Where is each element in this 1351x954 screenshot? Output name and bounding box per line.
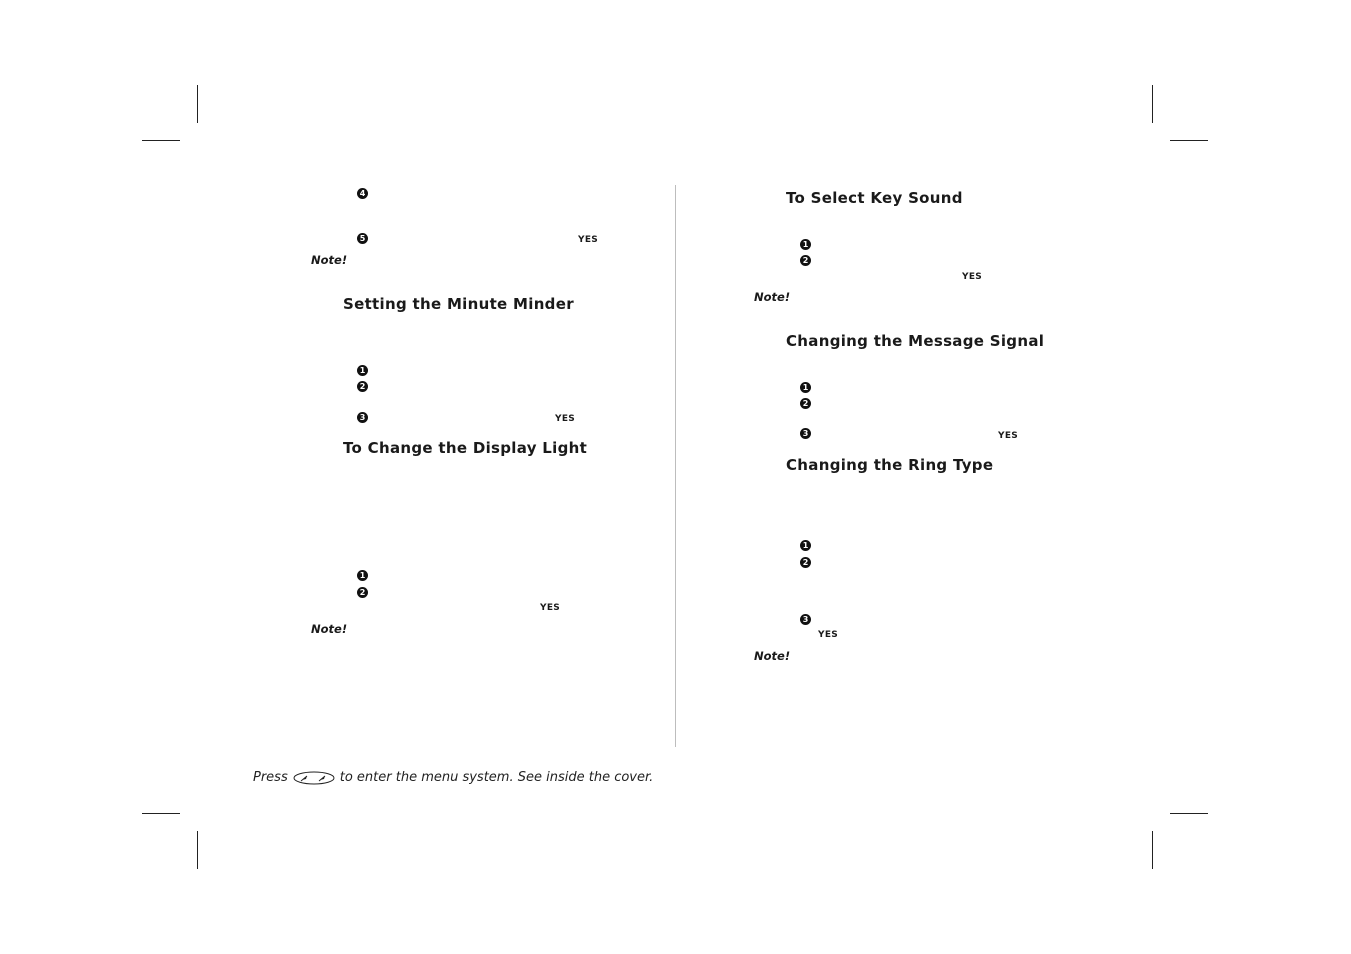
crop-mark-top-left-h xyxy=(142,140,180,141)
crop-mark-bottom-left-h xyxy=(142,813,180,814)
step-number-2: 2 xyxy=(800,255,811,266)
step-number-2: 2 xyxy=(357,587,368,598)
page-divider xyxy=(675,185,676,747)
step-number-3: 3 xyxy=(800,428,811,439)
step-number-1: 1 xyxy=(357,365,368,376)
step-number-1: 1 xyxy=(357,570,368,581)
step-number-5: 5 xyxy=(357,233,368,244)
yes-key-label: YES xyxy=(962,272,983,282)
section-heading-message-signal: Changing the Message Signal xyxy=(786,332,1045,350)
step-number-1: 1 xyxy=(800,540,811,551)
crop-mark-bottom-right-h xyxy=(1170,813,1208,814)
step-number-3: 3 xyxy=(800,614,811,625)
step-number-4: 4 xyxy=(357,188,368,199)
crop-mark-bottom-left-v xyxy=(197,831,198,869)
yes-key-label: YES xyxy=(818,630,839,640)
step-number-2: 2 xyxy=(357,381,368,392)
section-heading-key-sound: To Select Key Sound xyxy=(786,189,963,207)
section-heading-ring-type: Changing the Ring Type xyxy=(786,456,994,474)
step-number-1: 1 xyxy=(800,382,811,393)
menu-key-icon xyxy=(293,771,335,785)
footer-text-rest: to enter the menu system. See inside the cover. xyxy=(339,770,654,785)
section-heading-minute-minder: Setting the Minute Minder xyxy=(343,295,574,313)
note-label: Note! xyxy=(754,290,791,304)
section-heading-display-light: To Change the Display Light xyxy=(343,439,588,457)
note-label: Note! xyxy=(311,253,348,267)
step-number-3: 3 xyxy=(357,412,368,423)
note-label: Note! xyxy=(754,649,791,663)
step-number-1: 1 xyxy=(800,239,811,250)
crop-mark-top-left-v xyxy=(197,85,198,123)
crop-mark-top-right-h xyxy=(1170,140,1208,141)
yes-key-label: YES xyxy=(998,431,1019,441)
note-label: Note! xyxy=(311,622,348,636)
yes-key-label: YES xyxy=(578,235,599,245)
footer-text-press: Press xyxy=(253,770,288,785)
footer-instruction xyxy=(253,770,653,785)
crop-mark-bottom-right-v xyxy=(1152,831,1153,869)
crop-mark-top-right-v xyxy=(1152,85,1153,123)
step-number-2: 2 xyxy=(800,557,811,568)
step-number-2: 2 xyxy=(800,398,811,409)
yes-key-label: YES xyxy=(540,603,561,613)
yes-key-label: YES xyxy=(555,414,576,424)
